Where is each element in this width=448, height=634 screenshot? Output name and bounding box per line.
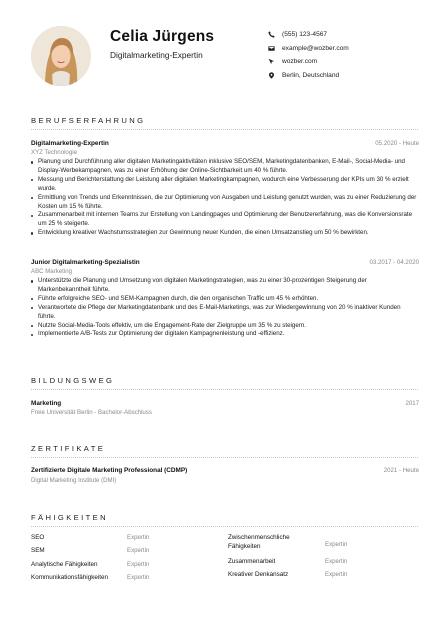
- education-date: 2017: [405, 400, 419, 407]
- list-item: Führte erfolgreiche SEO- und SEM-Kampagnen durch, die den organischen Traffic um 45 % erhöhten.: [31, 295, 419, 304]
- list-item: Messung und Berichterstattung der Leistung aller digitalen Marketingkampagnen, wodurch eine Verbesserung der KPIs um 30 % erzielt wurde.: [31, 176, 419, 194]
- education-heading: BILDUNGSWEG: [31, 376, 115, 385]
- education-title: Marketing: [31, 400, 62, 407]
- job-1-dates: 05.2020 - Heute: [375, 140, 419, 147]
- list-item: Verantwortete die Pflege der Marketingdatenbank und des E-Mail-Marketings, was zur Wiedergewinnung von 20 % inaktiver Kunden führte.: [31, 304, 419, 322]
- job-1-company: XYZ Technologie: [31, 149, 77, 156]
- list-item: Entwicklung kreativer Wachstumsstrategien zur Gewinnung neuer Kunden, die einen Umsatzanstieg um 50 % bewirkten.: [31, 229, 419, 238]
- job-2-title: Junior Digitalmarketing-Spezialistin: [31, 259, 140, 266]
- email-icon: [267, 44, 276, 53]
- list-item: Implementierte A/B-Tests zur Optimierung der digitalen Kampagnenleistung und -effizienz.: [31, 330, 419, 339]
- skill-name: Zusammenarbeit: [228, 558, 276, 565]
- skill-level: Expertin: [325, 571, 348, 578]
- certificates-heading: ZERTIFIKATE: [31, 444, 106, 453]
- skill-name: SEM: [31, 547, 45, 554]
- profile-photo-illustration: [31, 26, 91, 86]
- contact-website-text: wozber.com: [282, 58, 318, 66]
- skills-grid: [31, 534, 419, 589]
- job-2-bullets: [31, 277, 419, 339]
- skills-heading: FÄHIGKEITEN: [31, 513, 109, 522]
- contact-location-text: Berlin, Deutschland: [282, 71, 340, 79]
- job-1-bullets: [31, 158, 419, 238]
- job-2-company: ABC Marketing: [31, 268, 72, 275]
- candidate-name: Celia Jürgens: [110, 28, 215, 45]
- skill-name: Kreativer Denkansatz: [228, 571, 289, 578]
- skill-level: Expertin: [127, 561, 150, 568]
- contact-website[interactable]: [267, 55, 423, 69]
- list-item: Zusammenarbeit mit internen Teams zur Erstellung von Landingpages und Optimierung der Benutzererfahrung, was die Konversionsrate um 25 % steigerte.: [31, 211, 419, 229]
- location-pin-icon: [267, 71, 276, 80]
- list-item: Nutzte Social-Media-Tools effektiv, um die Engagement-Rate der Zielgruppe um 35 % zu steigern.: [31, 322, 419, 331]
- skill-name: SEO: [31, 534, 45, 541]
- certificates-divider: [31, 457, 418, 458]
- candidate-title: Digitalmarketing-Expertin: [110, 50, 203, 60]
- certificate-issuer: Digital Marketing Institute (DMI): [31, 477, 117, 484]
- link-icon: [267, 57, 276, 66]
- list-item: Ermittlung von Trends und Erkenntnissen, die zur Optimierung von Ausgaben und Leistung genutzt wurden, was zu einer Reduzierung der Kosten um 15 % führte.: [31, 194, 419, 212]
- experience-heading: BERUFSERFAHRUNG: [31, 116, 146, 125]
- skill-level: Expertin: [325, 558, 348, 565]
- contact-phone-text: (555) 123-4567: [282, 31, 328, 39]
- certificate-date: 2021 - Heute: [383, 467, 419, 474]
- education-divider: [31, 389, 418, 390]
- contact-list: [267, 28, 423, 82]
- skill-level: Expertin: [325, 541, 348, 548]
- certificate-title: Zertifizierte Digitale Marketing Professional (CDMP): [31, 467, 188, 474]
- skill-level: Expertin: [127, 534, 150, 541]
- list-item: Unterstützte die Planung und Umsetzung von digitalen Marketingstrategien, was zu einer 30-prozentigen Steigerung der Markenbekanntheit führte.: [31, 277, 419, 295]
- list-item: Planung und Durchführung aller digitalen Marketingaktivitäten inklusive SEO/SEM, Marketingdatenbanken, E-Mail-, Social-Media- und Display-Werbekampagnen, was zu einer Erhöhung der Online-Sichtbarkeit um 40 % führte.: [31, 158, 419, 176]
- contact-email[interactable]: [267, 42, 423, 56]
- skill-level: Expertin: [127, 574, 150, 581]
- skill-name: Zwischenmenschliche Fähigkeiten: [228, 534, 290, 550]
- skill-name: Kommunikationsfähigkeiten: [31, 574, 109, 581]
- profile-photo: [31, 26, 91, 86]
- skills-divider: [31, 526, 418, 527]
- contact-email-text: example@wozber.com: [282, 44, 349, 52]
- resume-header: [31, 26, 423, 92]
- experience-divider: [31, 129, 418, 130]
- contact-phone: [267, 28, 423, 42]
- job-1-title: Digitalmarketing-Expertin: [31, 140, 109, 147]
- job-2-dates: 03.2017 - 04.2020: [369, 259, 419, 266]
- contact-location: [267, 69, 423, 83]
- education-detail: Freie Universität Berlin - Bachelor-Abschluss: [31, 409, 152, 416]
- phone-icon: [267, 30, 276, 39]
- skill-name: Analytische Fähigkeiten: [31, 561, 98, 568]
- skill-level: Expertin: [127, 547, 150, 554]
